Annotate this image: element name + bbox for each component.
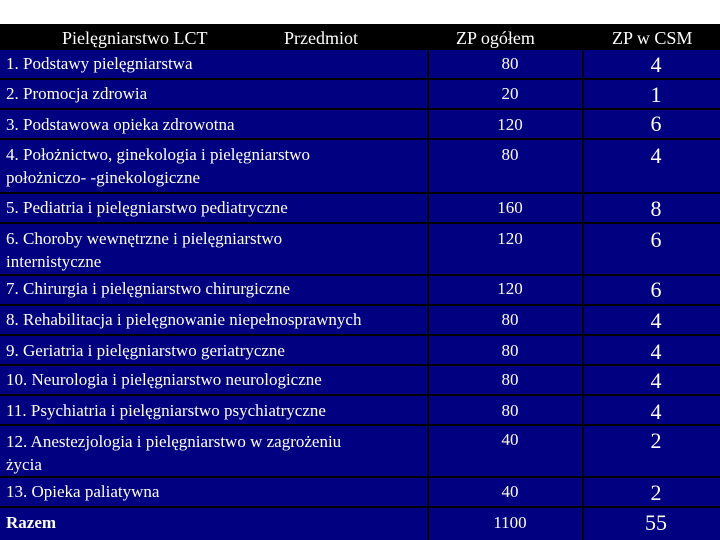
subject-name: 10. Neurologia i pielęgniarstwo neurologiczne: [6, 370, 322, 389]
total-zp-value: 1100: [493, 513, 527, 532]
subject-name: 2. Promocja zdrowia: [6, 84, 148, 103]
subject-name: 3. Podstawowa opieka zdrowotna: [6, 115, 235, 134]
column-divider: [582, 24, 584, 540]
zp-total-value: 80: [501, 401, 519, 420]
zp-csm-value: 8: [650, 196, 662, 221]
row-divider: [0, 222, 720, 224]
zp-csm-value: 6: [650, 227, 662, 252]
zp-csm-value: 4: [650, 399, 662, 424]
zp-total-value: 80: [501, 54, 519, 73]
top-white-bar: [0, 0, 720, 24]
zp-total-value: 20: [501, 84, 519, 103]
subject-name: 12. Anestezjologia i pielęgniarstwo w zagrożeniu: [6, 432, 342, 451]
table-header: [0, 24, 720, 50]
header-specialty: Pielęgniarstwo LCT: [62, 28, 208, 48]
subject-name: 11. Psychiatria i pielęgniarstwo psychiatryczne: [6, 401, 326, 420]
zp-csm-value: 2: [650, 480, 662, 505]
row-divider: [0, 108, 720, 110]
zp-total-value: 160: [497, 198, 523, 217]
zp-total-value: 40: [501, 430, 519, 449]
zp-csm-value: 4: [650, 368, 662, 393]
subject-name: 7. Chirurgia i pielęgniarstwo chirurgiczne: [6, 279, 291, 298]
zp-csm-value: 2: [650, 428, 662, 453]
row-divider: [0, 476, 720, 478]
column-divider: [427, 24, 429, 540]
zp-csm-value: 4: [650, 339, 662, 364]
zp-csm-value: 6: [650, 111, 662, 136]
header-subject: Przedmiot: [284, 28, 358, 48]
zp-csm-value: 6: [650, 277, 662, 302]
subject-name: 13. Opieka paliatywna: [6, 482, 160, 501]
row-divider: [0, 334, 720, 336]
zp-total-value: 80: [501, 310, 519, 329]
zp-total-value: 40: [501, 482, 519, 501]
subject-name: 8. Rehabilitacja i pielęgnowanie niepełnosprawnych: [6, 310, 362, 329]
zp-total-value: 80: [501, 145, 519, 164]
zp-total-value: 80: [501, 370, 519, 389]
subject-name-continued: życia: [6, 455, 42, 474]
total-csm-value: 55: [645, 510, 667, 535]
zp-total-value: 120: [497, 279, 523, 298]
row-divider: [0, 192, 720, 194]
subject-name: 4. Położnictwo, ginekologia i pielęgniarstwo: [6, 145, 311, 164]
subject-name-continued: położniczo- -ginekologiczne: [6, 168, 201, 187]
subject-name-continued: internistyczne: [6, 252, 102, 271]
zp-total-value: 120: [497, 115, 523, 134]
row-divider: [0, 506, 720, 508]
subject-name: 1. Podstawy pielęgniarstwa: [6, 54, 193, 73]
subject-name: 9. Geriatria i pielęgniarstwo geriatryczne: [6, 341, 285, 360]
header-zp-csm: ZP w CSM: [612, 28, 693, 48]
subject-name: 5. Pediatria i pielęgniarstwo pediatryczne: [6, 198, 288, 217]
total-label: Razem: [6, 513, 57, 532]
row-divider: [0, 394, 720, 396]
zp-csm-value: 1: [650, 82, 662, 107]
subject-name: 6. Choroby wewnętrzne i pielęgniarstwo: [6, 229, 283, 248]
zp-csm-value: 4: [650, 143, 662, 168]
row-divider: [0, 138, 720, 140]
zp-csm-value: 4: [650, 52, 662, 77]
zp-csm-value: 4: [650, 308, 662, 333]
zp-total-value: 120: [497, 229, 523, 248]
zp-total-value: 80: [501, 341, 519, 360]
row-divider: [0, 274, 720, 276]
header-zp-total: ZP ogółem: [456, 28, 535, 48]
row-divider: [0, 78, 720, 80]
row-divider: [0, 304, 720, 306]
